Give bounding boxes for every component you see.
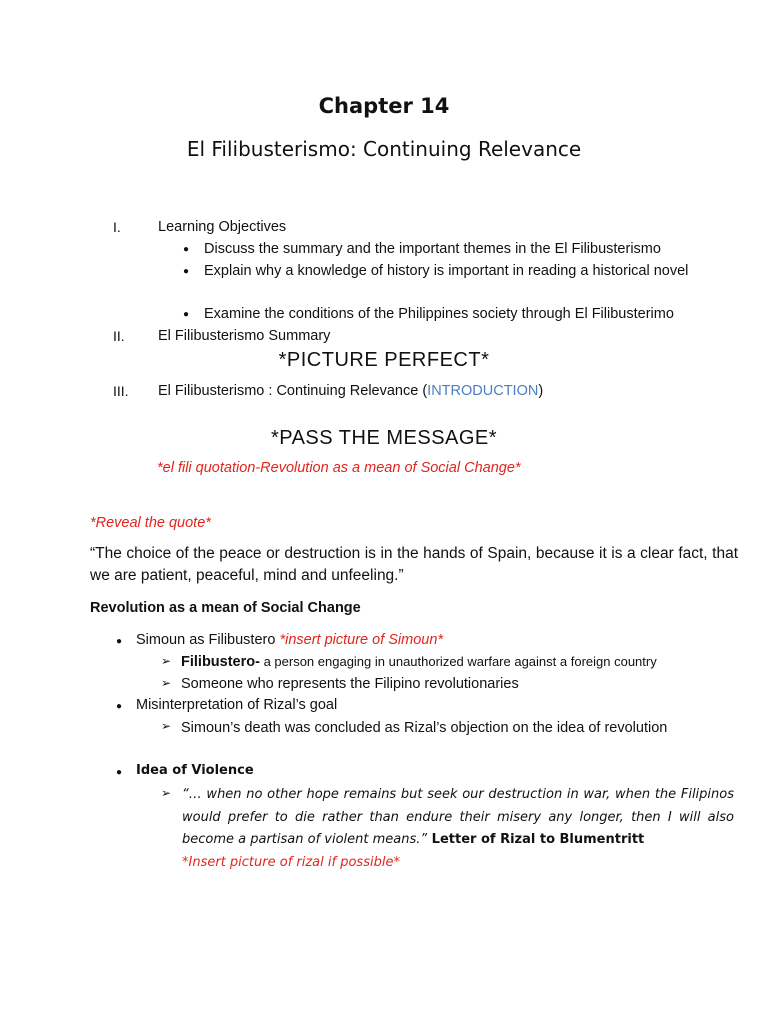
section-label-summary: El Filibusterismo Summary: [158, 328, 331, 344]
filibustero-term: Filibustero-: [181, 654, 260, 670]
bullet-dot-icon: ●: [116, 767, 123, 778]
simoun-text: Simoun as Filibustero: [136, 632, 280, 648]
bullet-misinterpretation: Misinterpretation of Rizal’s goal: [136, 697, 338, 713]
fili-quotation-note: *el fili quotation-Revolution as a mean of Social Change*: [157, 460, 521, 476]
section-label-learning-objectives: Learning Objectives: [158, 219, 287, 235]
bullet-simoun: [136, 630, 443, 650]
objective-2: Explain why a knowledge of history is important in reading a historical novel: [204, 263, 689, 279]
section-numeral-1: I.: [113, 219, 121, 235]
objective-3: Examine the conditions of the Philippines society through El Filibusterimo: [204, 306, 674, 322]
chapter-subtitle: El Filibusterismo: Continuing Relevance: [186, 137, 582, 161]
arrow-bullet-icon: ➢: [161, 654, 172, 668]
section-numeral-2: II.: [113, 328, 125, 344]
simoun-death-note: Simoun’s death was concluded as Rizal’s objection on the idea of revolution: [181, 720, 668, 736]
bullet-idea-of-violence: Idea of Violence: [136, 763, 254, 778]
arrow-bullet-icon: ➢: [161, 676, 172, 690]
bullet-dot-icon: ●: [183, 309, 190, 320]
bullet-dot-icon: ●: [183, 244, 190, 255]
picture-perfect-heading: *PICTURE PERFECT*: [278, 349, 490, 371]
section-title-revolution: Revolution as a mean of Social Change: [90, 600, 361, 616]
arrow-bullet-icon: ➢: [161, 786, 172, 800]
spain-quote: “The choice of the peace or destruction is in the hands of Spain, because it is a clear fact, that we are patient, peaceful, mind and unfeeling.”: [90, 545, 738, 584]
arrow-bullet-icon: ➢: [161, 719, 172, 733]
bullet-dot-icon: ●: [183, 266, 190, 277]
pass-the-message-heading: *PASS THE MESSAGE*: [270, 427, 498, 449]
objective-1: Discuss the summary and the important themes in the El Filibusterismo: [204, 241, 661, 257]
filipino-revolutionaries: Someone who represents the Filipino revolutionaries: [181, 676, 519, 692]
section-numeral-3: III.: [113, 383, 129, 399]
chapter-title: Chapter 14: [318, 94, 450, 118]
letter-source: Letter of Rizal to Blumentritt: [427, 832, 645, 847]
section-3-close: ): [538, 383, 544, 399]
introduction-tag: INTRODUCTION: [427, 383, 539, 399]
bullet-dot-icon: ●: [116, 701, 123, 712]
rizal-violence-quote: [182, 784, 734, 852]
filibustero-definition: [181, 652, 657, 672]
rizal-picture-note: *Insert picture of rizal if possible*: [182, 855, 400, 870]
bullet-dot-icon: ●: [116, 636, 123, 647]
section-label-continuing-relevance: [158, 381, 543, 401]
reveal-quote-note: *Reveal the quote*: [90, 515, 211, 531]
filibustero-def: a person engaging in unauthorized warfare against a foreign country: [259, 654, 657, 669]
violence-quote-text: “… when no other hope remains but seek our destruction in war, when the Filipinos would prefer to die rather than endure their misery any longer, then I will also become a partisan of violent means.”: [182, 787, 734, 847]
section-3-text: El Filibusterismo : Continuing Relevance (: [158, 383, 428, 399]
simoun-picture-note: *insert picture of Simoun*: [279, 632, 444, 648]
